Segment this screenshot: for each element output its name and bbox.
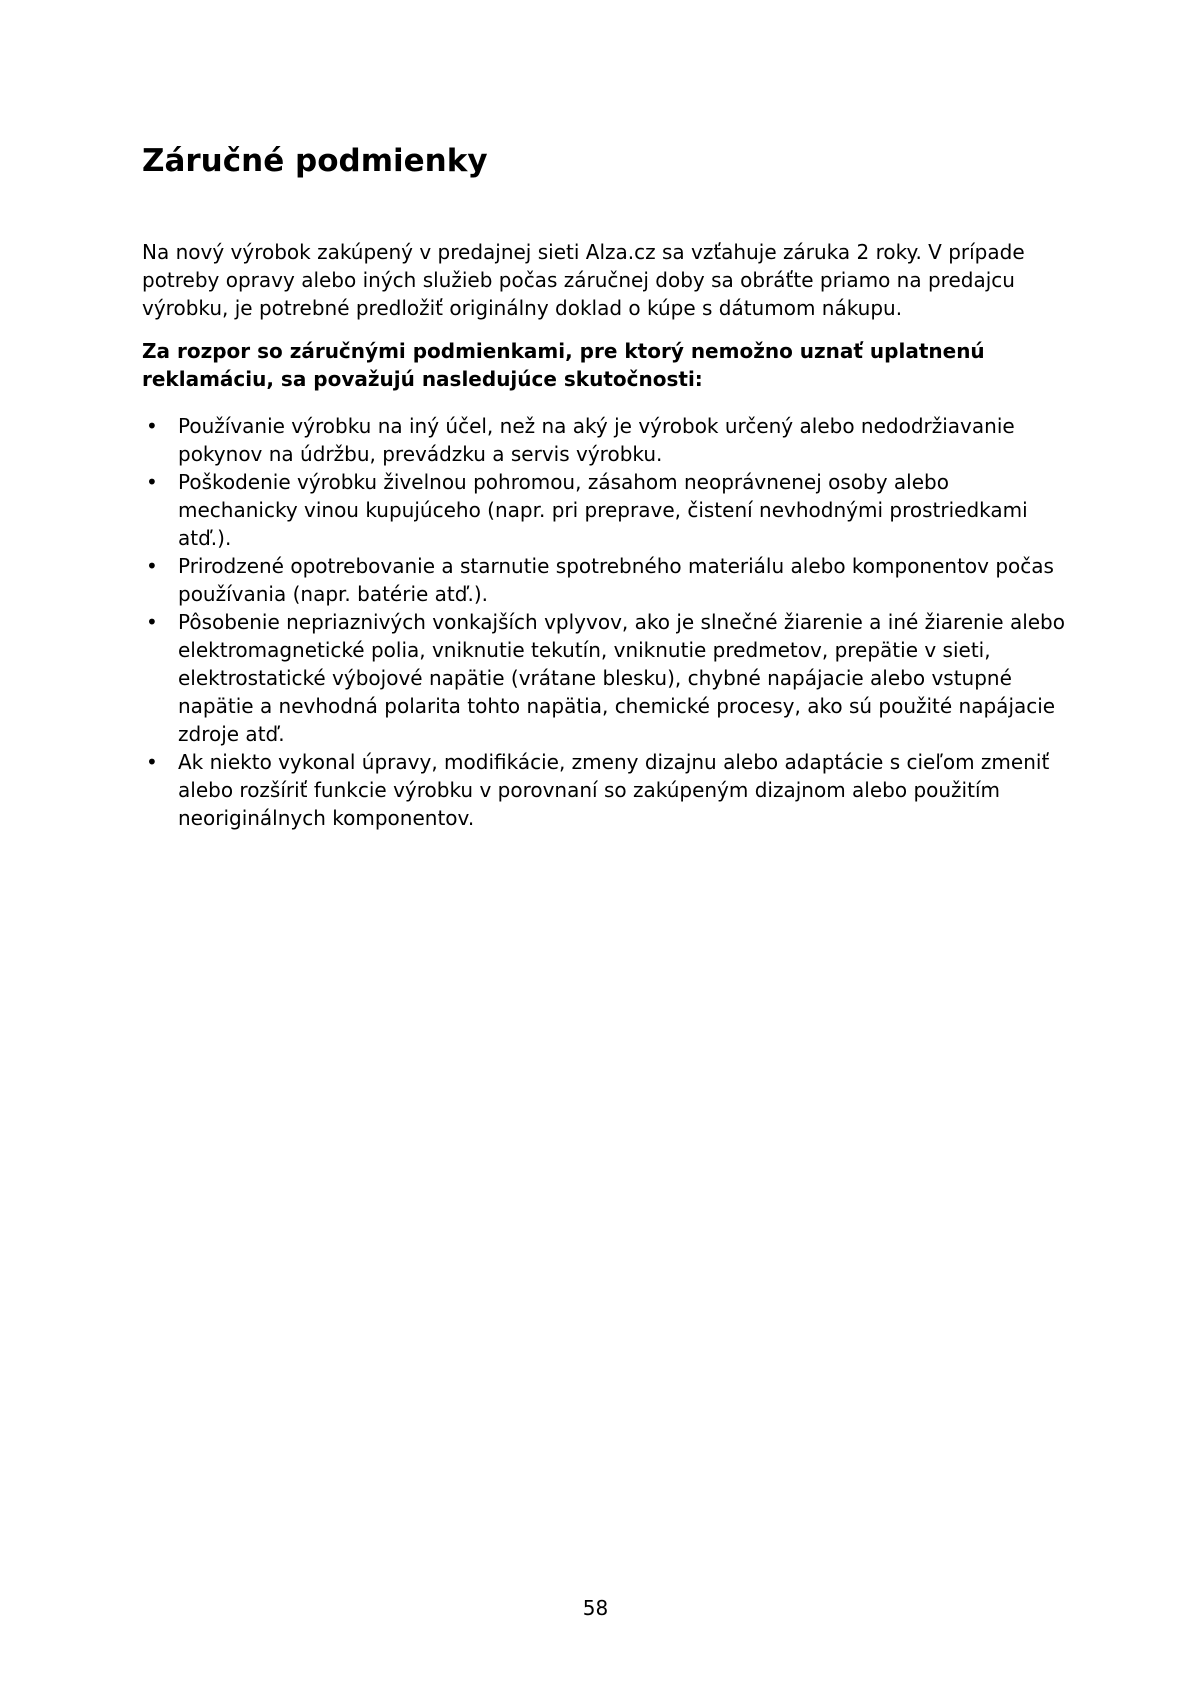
- list-item: [142, 468, 1072, 552]
- list-item: [142, 412, 1072, 468]
- bullet-icon: •: [146, 554, 158, 578]
- list-item-text: Používanie výrobku na iný účel, než na aký je výrobok určený alebo nedodržiavanie pokynov na údržbu, prevádzku a servis výrobku.: [178, 414, 1015, 466]
- list-item-text: Poškodenie výrobku živelnou pohromou, zásahom neoprávnenej osoby alebo mechanicky vinou kupujúceho (napr. pri preprave, čistení nevhodnými prostriedkami atď.).: [178, 470, 1028, 550]
- conditions-heading: Za rozpor so záručnými podmienkami, pre ktorý nemožno uznať uplatnenú reklamáciu, sa považujú nasledujúce skutočnosti:: [142, 339, 985, 391]
- page-number: 58: [582, 1596, 609, 1620]
- intro-paragraph: Na nový výrobok zakúpený v predajnej sieti Alza.cz sa vzťahuje záruka 2 roky. V prípade potreby opravy alebo iných služieb počas záručnej doby sa obráťte priamo na predajcu výrobku, je potrebné predložiť originálny doklad o kúpe s dátumom nákupu.: [142, 240, 1025, 320]
- list-item: [142, 552, 1072, 608]
- conditions-list: [142, 412, 1072, 832]
- list-item-text: Pôsobenie nepriaznivých vonkajších vplyvov, ako je slnečné žiarenie a iné žiarenie alebo elektromagnetické polia, vniknutie tekutín, vniknutie predmetov, prepätie v sieti, elektrostatické výbojové napätie (vrátane blesku), chybné napájacie alebo vstupné napätie a nevhodná polarita tohto napätia, chemické procesy, ako sú použité napájacie zdroje atď.: [178, 610, 1065, 746]
- page-title: Záručné podmienky: [142, 143, 488, 179]
- page-content: [142, 138, 1072, 832]
- list-item: [142, 748, 1072, 832]
- list-item-text: Prirodzené opotrebovanie a starnutie spotrebného materiálu alebo komponentov počas používania (napr. batérie atď.).: [178, 554, 1054, 606]
- list-item-text: Ak niekto vykonal úpravy, modifikácie, zmeny dizajnu alebo adaptácie s cieľom zmeniť alebo rozšíriť funkcie výrobku v porovnaní so zakúpeným dizajnom alebo použitím neoriginálnych komponentov.: [178, 750, 1050, 830]
- bullet-icon: •: [146, 750, 158, 774]
- bullet-icon: •: [146, 610, 158, 634]
- bullet-icon: •: [146, 470, 158, 494]
- bullet-icon: •: [146, 414, 158, 438]
- list-item: [142, 608, 1072, 748]
